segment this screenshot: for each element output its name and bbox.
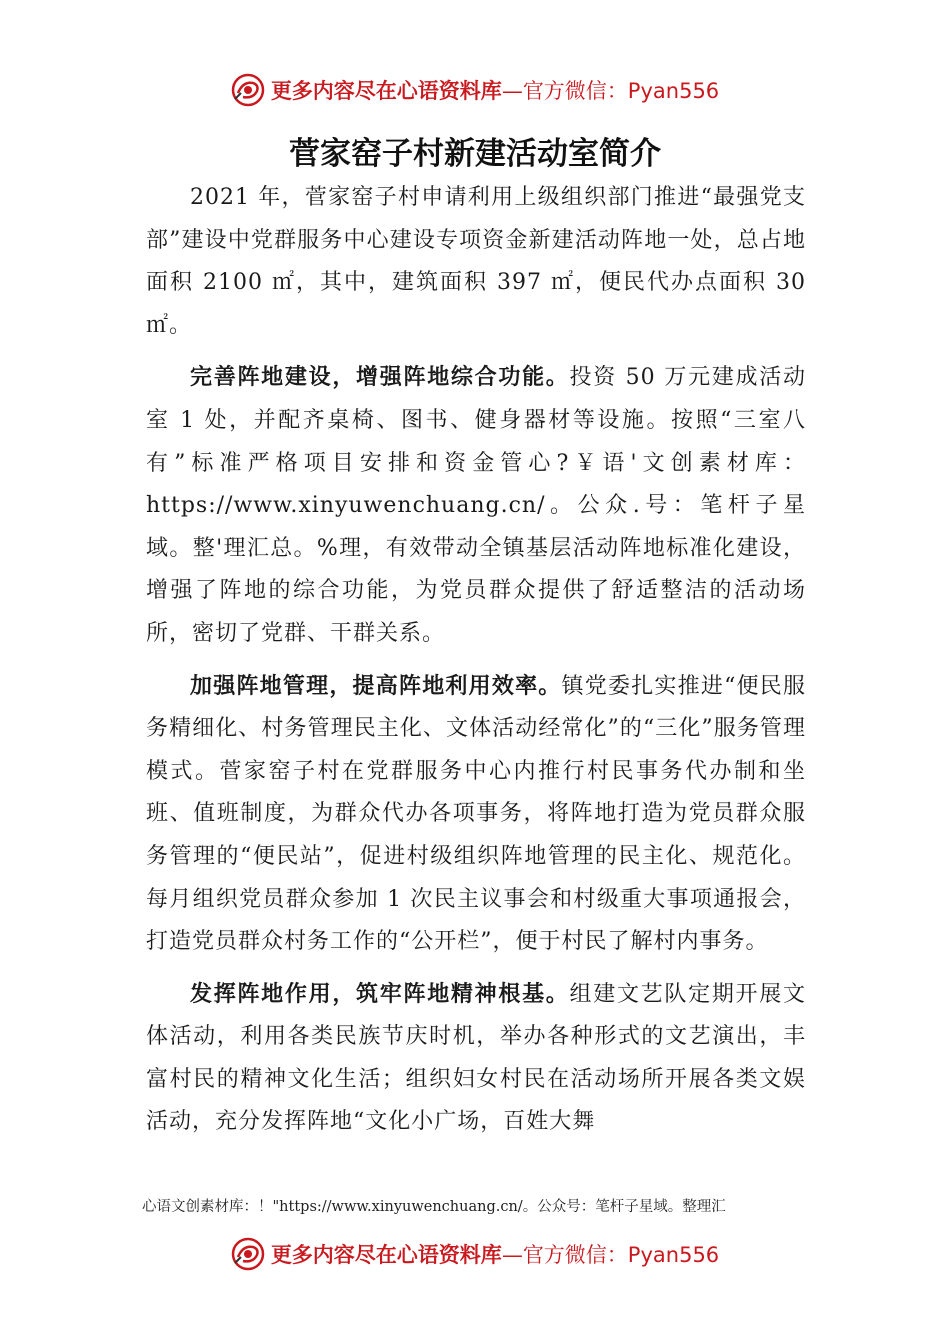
paragraph-text: 投资 50 万元建成活动室 1 处，并配齐桌椅、图书、健身器材等设施。按照“三室八有”标准严格项目安排和资金管心?￥语'文创素材库：https://www.xinyuwenchuang.cn/。公众.号：笔杆子星域。整'理汇总。%理，有效带动全镇基层活动阵地标准化建设，增强了阵地的综合功能，为党员群众提供了舒适整洁的活动场所，密切了党群、干群关系。 (146, 365, 806, 646)
banner-main-text: 更多内容尽在心语资料库 (270, 79, 502, 103)
paragraph-management (146, 666, 806, 964)
document-body (146, 177, 806, 1144)
banner-text (271, 75, 719, 105)
footer-note: 心语文创素材库：！"https://www.xinyuwenchuang.cn/。公众号：笔杆子星域。整理汇 (142, 1199, 726, 1215)
banner-sub-text: —官方微信：Pyan556 (501, 1243, 720, 1267)
paragraph-intro (146, 177, 806, 347)
paragraph-text: 组建文艺队定期开展文体活动，利用各类民族节庆时机，举办各种形式的文艺演出，丰富村民的精神文化生活；组织妇女村民在活动场所开展各类文娱活动，充分发挥阵地“文化小广场，百姓大舞 (146, 981, 806, 1135)
paragraph-lead: 完善阵地建设，增强阵地综合功能。 (190, 365, 570, 391)
paragraph-construction (146, 357, 806, 655)
document-title: 菅家窑子村新建活动室简介 (289, 136, 661, 172)
paragraph-function (146, 974, 806, 1144)
top-banner (0, 68, 950, 112)
banner-main-text: 更多内容尽在心语资料库 (270, 1243, 502, 1267)
paragraph-text: 镇党委扎实推进“便民服务精细化、村务管理民主化、文体活动经常化”的“三化”服务管理模式。菅家窑子村在党群服务中心内推行村民事务代办制和坐班、值班制度，为群众代办各项事务，将阵地打造为党员群众服务管理的“便民站”，促进村级组织阵地管理的民主化、规范化。每月组织党员群众参加 1 次民主议事会和村级重大事项通报会，打造党员群众村务工作的“公开栏”，便于村民了解村内事务。 (146, 673, 806, 955)
sun-swirl-logo-icon (231, 1237, 265, 1271)
paragraph-lead: 发挥阵地作用，筑牢阵地精神根基。 (190, 981, 570, 1007)
bottom-banner (0, 1232, 950, 1276)
sun-swirl-logo-icon (231, 73, 265, 107)
banner-text (271, 1239, 719, 1269)
paragraph-lead: 加强阵地管理，提高阵地利用效率。 (190, 673, 562, 699)
paragraph-text: 2021 年，菅家窑子村申请利用上级组织部门推进“最强党支部”建设中党群服务中心建设专项资金新建活动阵地一处，总占地面积 2100 ㎡，其中，建筑面积 397 ㎡，便民代办点面积 30 ㎡。 (146, 185, 806, 338)
banner-sub-text: —官方微信：Pyan556 (501, 79, 720, 103)
